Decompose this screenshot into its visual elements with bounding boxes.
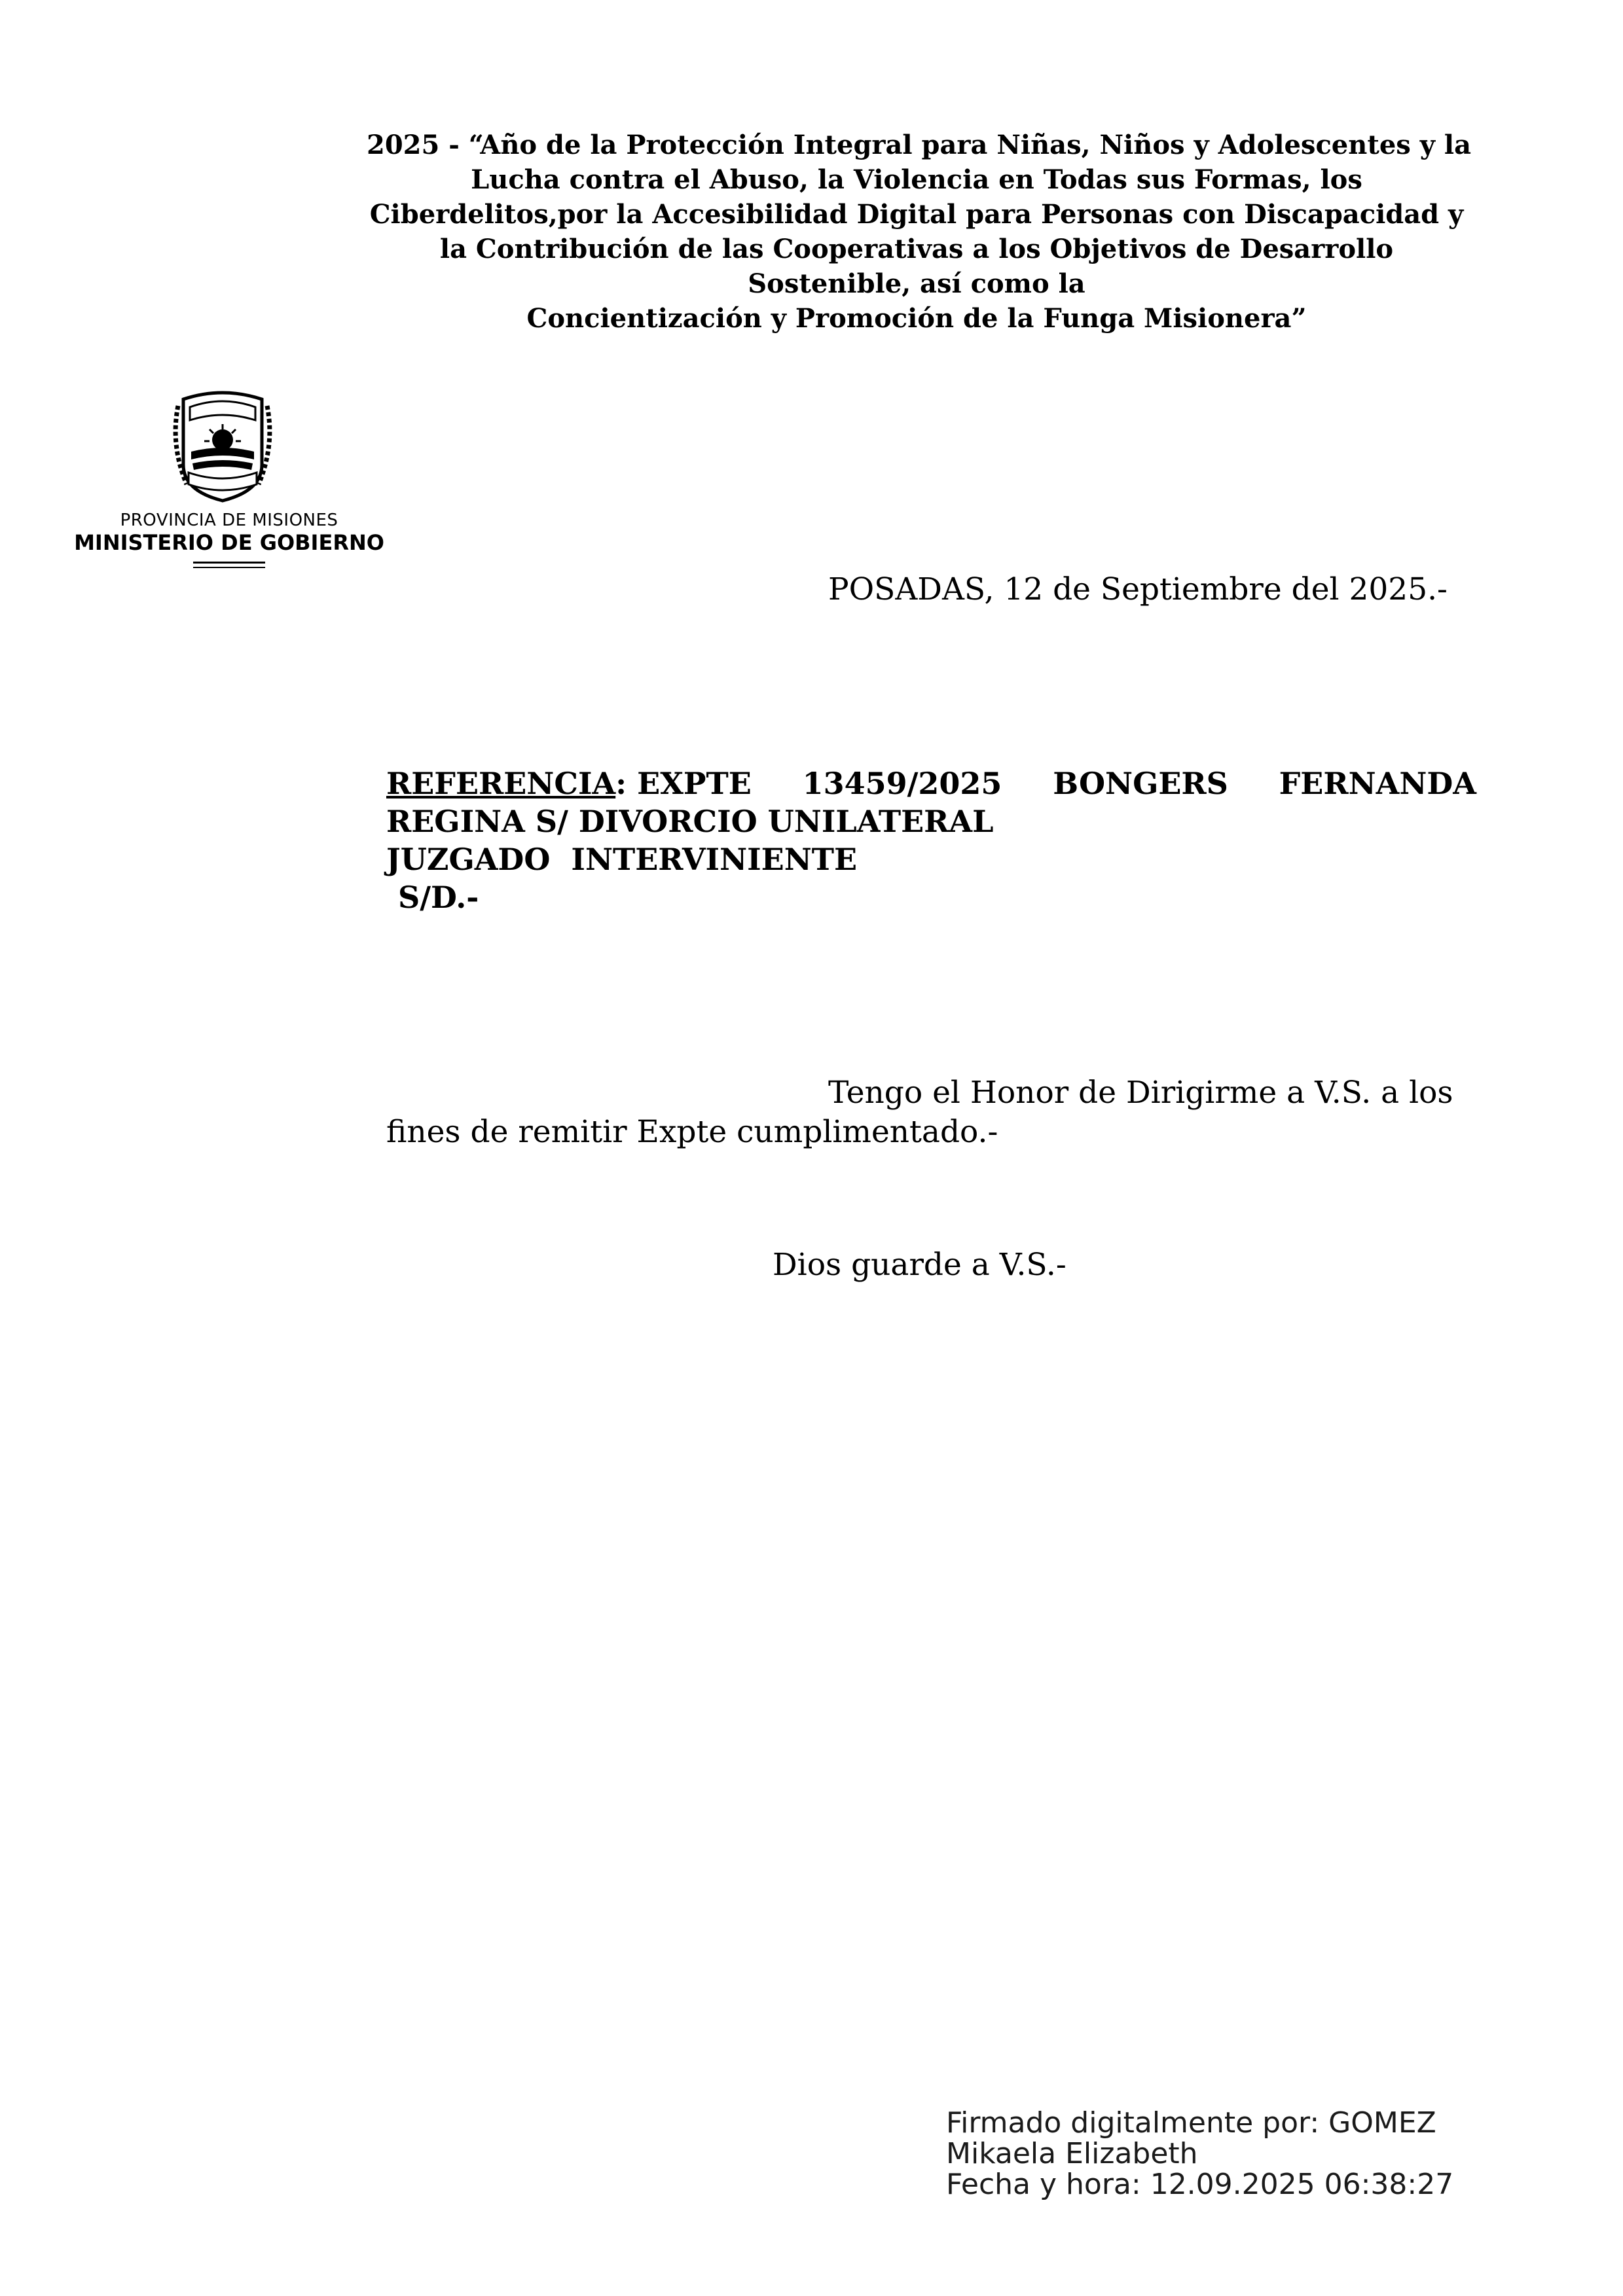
- date-line: POSADAS, 12 de Septiembre del 2025.-: [828, 571, 1448, 607]
- reference-label: REFERENCIA: [386, 766, 616, 801]
- header-motto: [367, 128, 1471, 336]
- logo-divider: [193, 567, 265, 568]
- reference-label-group: [386, 764, 752, 802]
- digital-signature: [946, 2108, 1453, 2200]
- closing-line: Dios guarde a V.S.-: [773, 1247, 1067, 1283]
- signature-line: Mikaela Elizabeth: [946, 2137, 1198, 2170]
- ministry-logo: [72, 386, 386, 576]
- reference-word: FERNANDA: [1279, 766, 1476, 801]
- motto-line: Sostenible, así como la: [748, 268, 1085, 299]
- reference-word: BONGERS: [1053, 766, 1228, 801]
- signature-line: Firmado digitalmente por: GOMEZ: [946, 2106, 1436, 2140]
- motto-line: Lucha contra el Abuso, la Violencia en Todas sus Formas, los: [471, 164, 1362, 195]
- motto-line: la Contribución de las Cooperativas a los Objetivos de Desarrollo: [439, 234, 1394, 264]
- reference-row: [386, 764, 1476, 802]
- body-line: fines de remitir Expte cumplimentado.-: [386, 1114, 998, 1150]
- logo-divider: [193, 562, 265, 564]
- reference-court: JUZGADO INTERVINIENTE: [386, 842, 858, 877]
- reference-word: 13459/2025: [802, 766, 1002, 801]
- reference-colon: :: [615, 766, 627, 801]
- motto-line: 2025 - “Año de la Protección Integral para Niñas, Niños y Adolescentes y la: [367, 130, 1471, 160]
- logo-province-text: PROVINCIA DE MISIONES: [120, 511, 338, 530]
- motto-line: Ciberdelitos,por la Accesibilidad Digital para Personas con Discapacidad y: [369, 199, 1464, 230]
- motto-line: Concientización y Promoción de la Funga Misionera”: [526, 303, 1307, 334]
- reference-sd: S/D.-: [398, 880, 479, 915]
- reference-word: EXPTE: [637, 766, 752, 801]
- signature-line: Fecha y hora: 12.09.2025 06:38:27: [946, 2168, 1454, 2201]
- reference-line: REGINA S/ DIVORCIO UNILATERAL: [386, 804, 994, 839]
- reference-block: [386, 764, 1476, 916]
- coat-of-arms-icon: [164, 386, 282, 504]
- logo-ministry-text: MINISTERIO DE GOBIERNO: [74, 530, 384, 555]
- body-paragraph: [386, 1073, 1476, 1152]
- body-line: Tengo el Honor de Dirigirme a V.S. a los: [828, 1075, 1453, 1111]
